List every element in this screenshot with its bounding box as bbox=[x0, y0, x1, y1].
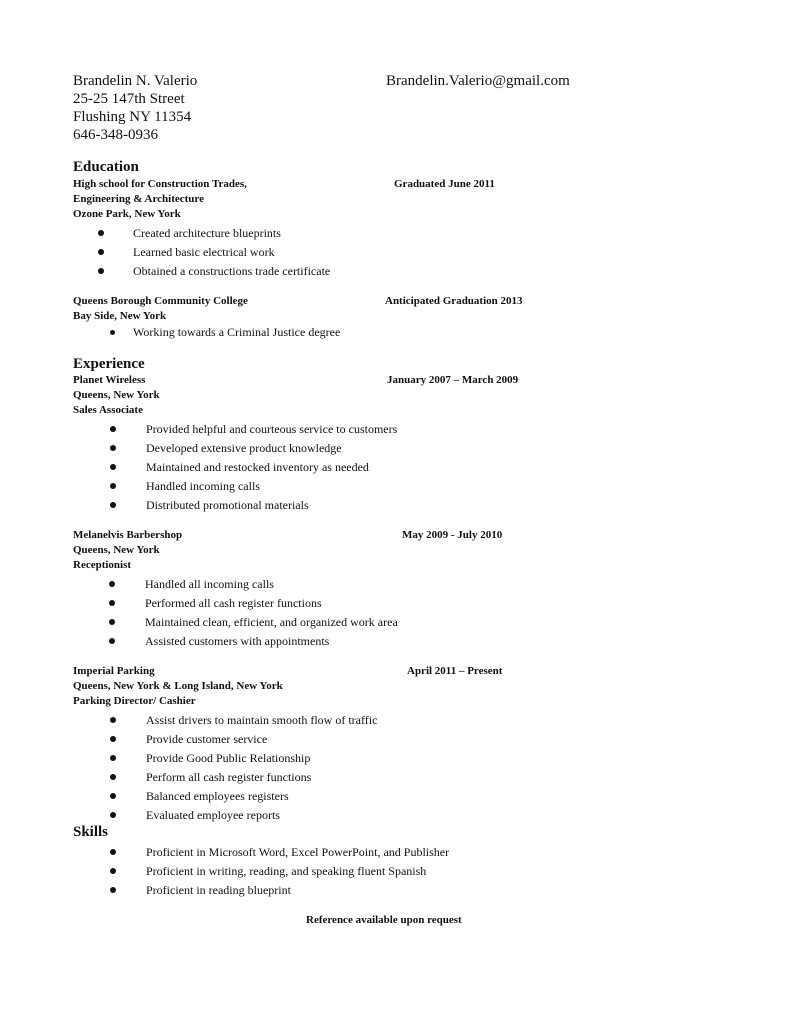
school1-name-line2: Engineering & Architecture bbox=[73, 193, 204, 205]
phone-number: 646-348-0936 bbox=[73, 127, 158, 143]
skill-bullet: Proficient in Microsoft Word, Excel PowerPoint, and Publisher bbox=[146, 845, 450, 859]
bullet-icon bbox=[110, 426, 116, 432]
bullet-icon bbox=[98, 230, 104, 236]
job3-bullet: Provide customer service bbox=[146, 732, 268, 746]
email-address: Brandelin.Valerio@gmail.com bbox=[386, 73, 570, 89]
school1-bullet: Created architecture blueprints bbox=[133, 226, 281, 240]
bullet-icon bbox=[110, 868, 116, 874]
job2-title: Receptionist bbox=[73, 559, 132, 571]
job2-bullet: Performed all cash register functions bbox=[145, 596, 322, 610]
job2-company: Melanelvis Barbershop bbox=[73, 529, 183, 541]
job1-bullet: Maintained and restocked inventory as needed bbox=[146, 460, 369, 474]
school1-location: Ozone Park, New York bbox=[73, 208, 181, 220]
school1-name-line1: High school for Construction Trades, bbox=[73, 178, 247, 190]
bullet-icon bbox=[110, 445, 116, 451]
bullet-icon bbox=[110, 812, 116, 818]
city-state-zip: Flushing NY 11354 bbox=[73, 109, 192, 125]
bullet-icon bbox=[110, 736, 116, 742]
bullet-icon bbox=[110, 849, 116, 855]
school2-date: Anticipated Graduation 2013 bbox=[385, 295, 523, 307]
skill-bullet: Proficient in reading blueprint bbox=[146, 883, 291, 897]
references-note: Reference available upon request bbox=[306, 914, 462, 926]
job1-date: January 2007 – March 2009 bbox=[387, 374, 519, 386]
school1-bullet: Obtained a constructions trade certificate bbox=[133, 264, 331, 278]
job2-date: May 2009 - July 2010 bbox=[402, 529, 503, 541]
skill-bullet: Proficient in writing, reading, and speaking fluent Spanish bbox=[146, 864, 427, 878]
job3-bullet: Provide Good Public Relationship bbox=[146, 751, 311, 765]
bullet-icon bbox=[110, 755, 116, 761]
bullet-icon bbox=[110, 502, 116, 508]
job3-location: Queens, New York & Long Island, New York bbox=[73, 680, 283, 692]
bullet-icon bbox=[109, 600, 115, 606]
job3-date: April 2011 – Present bbox=[407, 665, 503, 677]
bullet-icon bbox=[110, 793, 116, 799]
education-heading: Education bbox=[73, 159, 139, 175]
job1-company: Planet Wireless bbox=[73, 374, 146, 386]
bullet-icon bbox=[110, 774, 116, 780]
job1-bullet: Handled incoming calls bbox=[146, 479, 260, 493]
job3-bullet: Perform all cash register functions bbox=[146, 770, 312, 784]
job3-bullet: Balanced employees registers bbox=[146, 789, 289, 803]
school2-bullet: Working towards a Criminal Justice degree bbox=[133, 325, 341, 339]
job3-bullet: Assist drivers to maintain smooth flow of traffic bbox=[146, 713, 378, 727]
job1-bullet: Provided helpful and courteous service to customers bbox=[146, 422, 398, 436]
bullet-icon bbox=[110, 483, 116, 489]
bullet-icon bbox=[110, 887, 116, 893]
bullet-icon bbox=[110, 464, 116, 470]
bullet-icon bbox=[110, 717, 116, 723]
bullet-icon bbox=[98, 268, 104, 274]
experience-heading: Experience bbox=[73, 356, 145, 372]
job3-bullet: Evaluated employee reports bbox=[146, 808, 280, 822]
school1-bullet: Learned basic electrical work bbox=[133, 245, 275, 259]
job3-company: Imperial Parking bbox=[73, 665, 155, 677]
bullet-icon bbox=[109, 581, 115, 587]
school1-date: Graduated June 2011 bbox=[394, 178, 495, 190]
job2-bullet: Handled all incoming calls bbox=[145, 577, 274, 591]
applicant-name: Brandelin N. Valerio bbox=[73, 73, 198, 89]
bullet-icon bbox=[98, 249, 104, 255]
bullet-icon bbox=[109, 638, 115, 644]
job1-title: Sales Associate bbox=[73, 404, 143, 416]
job1-bullet: Developed extensive product knowledge bbox=[146, 441, 342, 455]
school2-location: Bay Side, New York bbox=[73, 310, 167, 322]
job2-bullet: Maintained clean, efficient, and organized work area bbox=[145, 615, 398, 629]
job1-bullet: Distributed promotional materials bbox=[146, 498, 309, 512]
job3-title: Parking Director/ Cashier bbox=[73, 695, 196, 707]
job2-location: Queens, New York bbox=[73, 544, 160, 556]
bullet-icon bbox=[109, 619, 115, 625]
job2-bullet: Assisted customers with appointments bbox=[145, 634, 330, 648]
job1-location: Queens, New York bbox=[73, 389, 160, 401]
bullet-icon bbox=[110, 330, 115, 335]
school2-name: Queens Borough Community College bbox=[73, 295, 248, 307]
street-address: 25-25 147th Street bbox=[73, 91, 185, 107]
skills-heading: Skills bbox=[73, 824, 109, 840]
